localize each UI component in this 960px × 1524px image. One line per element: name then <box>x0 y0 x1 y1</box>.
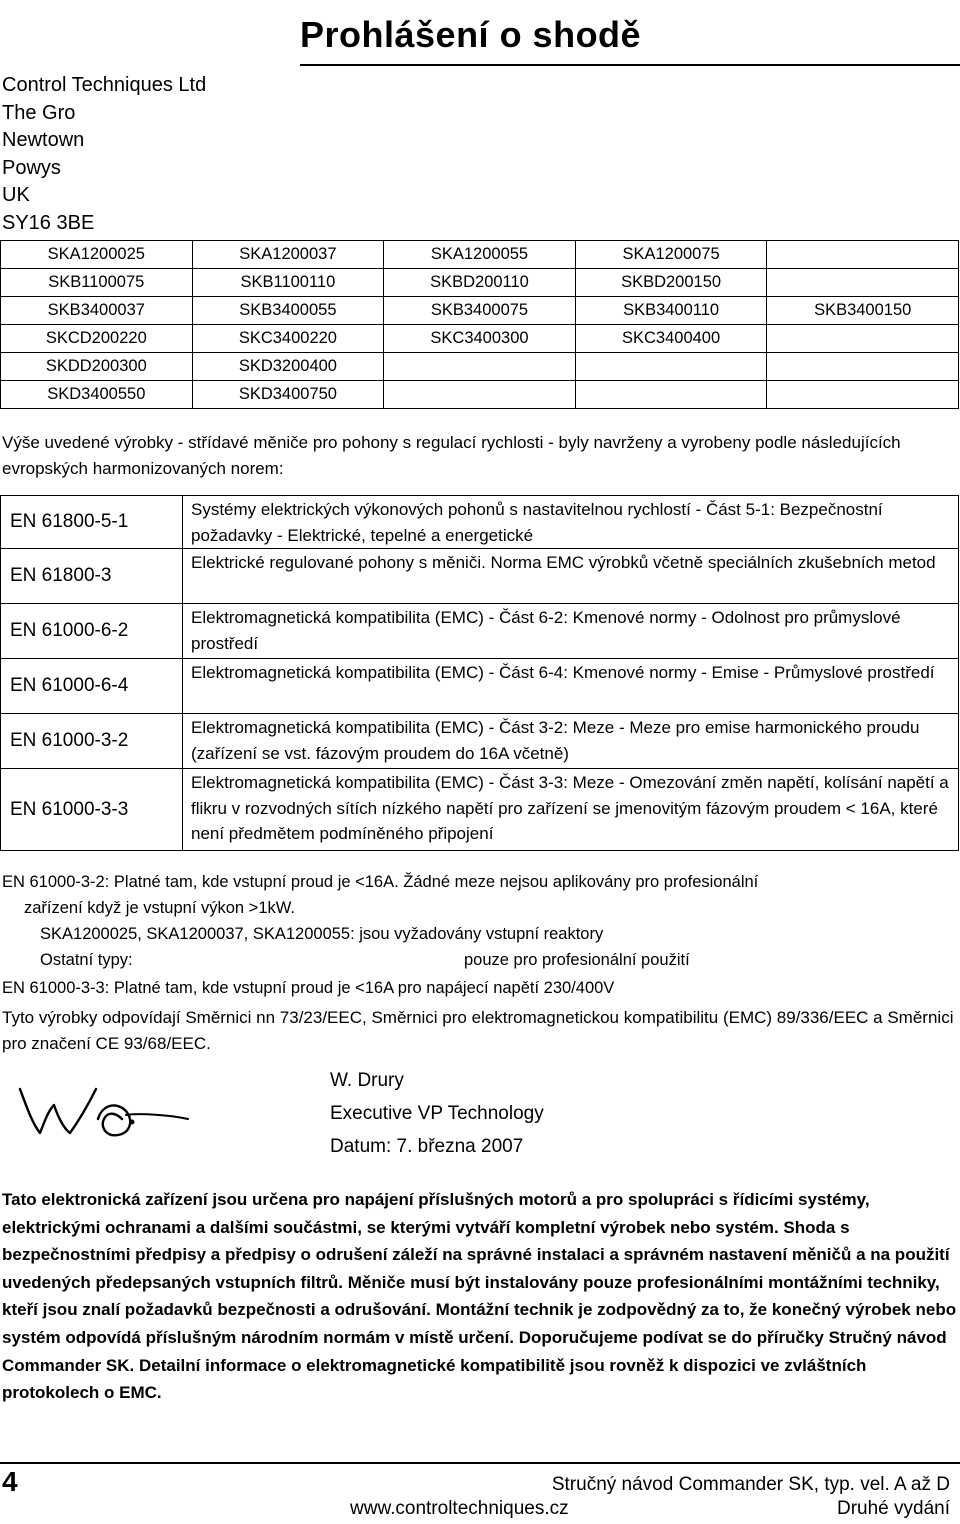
models-table <box>0 240 959 409</box>
note-label: Ostatní typy: <box>40 951 133 969</box>
table-row <box>1 381 959 409</box>
model-cell: SKB3400075 <box>384 297 576 325</box>
address-line: Powys <box>2 156 61 179</box>
address-line: SY16 3BE <box>2 211 95 234</box>
note-line: zařízení když je vstupní výkon >1kW. <box>24 899 295 917</box>
address-line: Newtown <box>2 129 85 151</box>
model-cell: SKA1200037 <box>192 241 384 269</box>
table-row <box>1 297 959 325</box>
standard-description: Elektromagnetická kompatibilita (EMC) - Část 6-4: Kmenové normy - Emise - Průmyslové prostředí <box>183 659 959 714</box>
standard-description: Elektromagnetická kompatibilita (EMC) - Část 3-2: Meze - Meze pro emise harmonického proudu (zařízení se vst. fázovým proudem do 16A včetně) <box>183 714 959 769</box>
model-cell <box>384 353 576 381</box>
model-cell <box>384 381 576 409</box>
note-value: pouze pro profesionální použití <box>464 951 690 969</box>
model-cell <box>575 381 767 409</box>
model-cell: SKDD200300 <box>1 353 193 381</box>
signatory-name: W. Drury <box>330 1070 404 1091</box>
title-rule <box>300 64 960 66</box>
intro-text: Výše uvedené výrobky - střídavé měniče pro pohony s regulací rychlosti - byly navrženy a vyrobeny podle následujících evropských harmonizovaných norem: <box>2 433 901 478</box>
model-cell: SKB3400110 <box>575 297 767 325</box>
standard-code: EN 61000-6-4 <box>1 659 183 714</box>
model-cell: SKB3400055 <box>192 297 384 325</box>
table-row <box>1 769 959 851</box>
model-cell: SKD3400750 <box>192 381 384 409</box>
address-line: Control Techniques Ltd <box>2 74 207 96</box>
standard-description: Elektromagnetická kompatibilita (EMC) - Část 3-3: Meze - Omezování změn napětí, kolísání napětí a flikru v rozvodných sítích nízkého napětí pro zařízení se jmenovitým fázovým proudem < 16A, které není předmětem podmíněného připojení <box>183 769 959 851</box>
standard-code: EN 61000-6-2 <box>1 604 183 659</box>
table-row <box>1 659 959 714</box>
standards-table <box>0 495 959 851</box>
signature-date: Datum: 7. března 2007 <box>330 1136 524 1157</box>
table-row <box>1 604 959 659</box>
table-row <box>1 496 959 549</box>
page-number: 4 <box>2 1466 18 1497</box>
model-cell <box>767 241 959 269</box>
footer-website: www.controltechniques.cz <box>350 1498 569 1519</box>
table-row <box>1 353 959 381</box>
model-cell <box>767 353 959 381</box>
safety-notice: Tato elektronická zařízení jsou určena pro napájení příslušných motorů a pro spolupráci s řídicími systémy, elektrickými ochranami a dalšími součástmi, se kterými vytváří kompletní výrobek nebo systém. Shoda s bezpečnostními předpisy a předpisy o odrušení záleží na správné instalaci a správném nastavení měničů a na použití uvedených předepsaných vstupních filtrů. Měniče musí být instalovány pouze profesionálními montážními techniky, kteří jsou znalí požadavků bezpečnosti a odrušování. Montážní technik je zodpovědný za to, že konečný výrobek nebo systém odpovídá příslušným národním normám v místě určení. Doporučujeme podívat se do příručky Stručný návod Commander SK. Detailní informace o elektromagnetické kompatibilitě jsou rovněž k dispozici ve zvláštních protokolech o EMC. <box>2 1190 957 1403</box>
table-row <box>1 714 959 769</box>
note-en61000-3-2: EN 61000-3-2: Platné tam, kde vstupní proud je <16A. Žádné meze nejsou aplikovány pro profesionální <box>2 873 759 891</box>
table-row <box>1 325 959 353</box>
manufacturer-address <box>2 72 206 237</box>
model-cell <box>767 325 959 353</box>
standard-description: Systémy elektrických výkonových pohonů s nastavitelnou rychlostí - Část 5-1: Bezpečnostní požadavky - Elektrické, tepelné a energetické <box>183 496 959 549</box>
model-cell: SKC3400400 <box>575 325 767 353</box>
model-cell: SKA1200025 <box>1 241 193 269</box>
model-cell: SKBD200150 <box>575 269 767 297</box>
note-en61000-3-3: EN 61000-3-3: Platné tam, kde vstupní proud je <16A pro napájecí napětí 230/400V <box>2 979 615 997</box>
standard-code: EN 61000-3-3 <box>1 769 183 851</box>
table-row <box>1 549 959 604</box>
footer-doc-title: Stručný návod Commander SK, typ. vel. A až D <box>551 1474 950 1495</box>
model-cell: SKCD200220 <box>1 325 193 353</box>
standard-code: EN 61800-3 <box>1 549 183 604</box>
model-cell: SKA1200055 <box>384 241 576 269</box>
signatory-position: Executive VP Technology <box>330 1103 544 1124</box>
model-cell: SKB1100110 <box>192 269 384 297</box>
model-cell <box>767 269 959 297</box>
address-line: UK <box>2 184 30 206</box>
table-row <box>1 241 959 269</box>
model-cell: SKB3400037 <box>1 297 193 325</box>
standard-description: Elektrické regulované pohony s měniči. Norma EMC výrobků včetně speciálních zkušebních metod <box>183 549 959 604</box>
model-cell <box>575 353 767 381</box>
table-row <box>1 269 959 297</box>
signature-image <box>10 1075 260 1150</box>
model-cell: SKA1200075 <box>575 241 767 269</box>
page-title: Prohlášení o shodě <box>300 14 642 55</box>
footer-rule <box>0 1462 960 1464</box>
footer-edition: Druhé vydání <box>836 1498 950 1519</box>
address-line: The Gro <box>2 101 76 124</box>
model-cell <box>767 381 959 409</box>
standard-description: Elektromagnetická kompatibilita (EMC) - Část 6-2: Kmenové normy - Odolnost pro průmyslové prostředí <box>183 604 959 659</box>
standard-code: EN 61000-3-2 <box>1 714 183 769</box>
model-cell: SKB1100075 <box>1 269 193 297</box>
model-cell: SKC3400300 <box>384 325 576 353</box>
directive-statement: Tyto výrobky odpovídají Směrnici nn 73/23/EEC, Směrnici pro elektromagnetickou kompatibilitu (EMC) 89/336/EEC a Směrnici pro značení CE 93/68/EEC. <box>2 1008 954 1053</box>
model-cell: SKB3400150 <box>767 297 959 325</box>
model-cell: SKC3400220 <box>192 325 384 353</box>
model-cell: SKBD200110 <box>384 269 576 297</box>
model-cell: SKD3200400 <box>192 353 384 381</box>
standard-code: EN 61800-5-1 <box>1 496 183 549</box>
model-cell: SKD3400550 <box>1 381 193 409</box>
note-line: SKA1200025, SKA1200037, SKA1200055: jsou vyžadovány vstupní reaktory <box>40 925 604 943</box>
